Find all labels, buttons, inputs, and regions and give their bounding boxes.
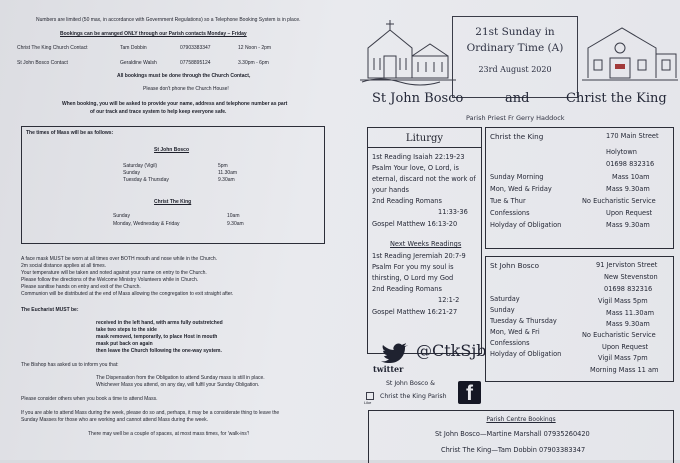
bosco-address-2: 01698 832316	[604, 285, 653, 293]
liturgy-line-6: Gospel Matthew 16:13-20	[372, 220, 458, 228]
ctk-address-1: Holytown	[606, 148, 637, 156]
dont-phone-note: Please don't phone the Church House!	[143, 86, 229, 92]
sunday-title-line-2: Ordinary Time (A)	[466, 42, 564, 54]
ctk-row-label-4: Holyday of Obligation	[490, 221, 562, 229]
next-line-1: Psalm For you my soul is	[372, 263, 454, 271]
unable-line-1: If you are able to attend Mass during the week, please do so and, perhaps, it may be a considerate thing to leave the	[21, 410, 280, 416]
ctk-time-0: 10am	[227, 213, 240, 219]
ctk-row-value-4: Mass 9.30am	[606, 221, 650, 229]
eucharist-heading: The Eucharist MUST be:	[21, 307, 79, 313]
bosco-box-name: St John Bosco	[490, 261, 539, 270]
bosco-address-1: New Stevenston	[604, 273, 658, 281]
ctk-address-0: 170 Main Street	[606, 132, 659, 140]
eucharist-line-2: mask removed, temporarily, to place Host in mouth	[96, 334, 218, 340]
liturgy-box	[367, 127, 482, 354]
next-line-5: Gospel Matthew 16:21-27	[372, 308, 458, 316]
numbers-note: Numbers are limited (50 max, in accordance with Government Regulations) so a Telephone Booking System is in place.	[36, 17, 301, 23]
rule-4: Please sanitise hands on entry and exit of the Church.	[21, 284, 141, 290]
ctk-row-label-0: Sunday Morning	[490, 173, 544, 181]
bosco-info-box	[485, 256, 674, 382]
contact-ctk-phone: 07903383347	[180, 45, 211, 51]
bosco-row-value-0: Vigil Mass 5pm	[598, 297, 648, 305]
rule-0: A face mask MUST be worn at all times over BOTH mouth and nose while in the Church.	[21, 256, 218, 262]
liturgy-line-0: 1st Reading Isaiah 22:19-23	[372, 153, 465, 161]
contact-ctk-hours: 12 Noon - 2pm	[238, 45, 272, 51]
eucharist-line-4: then leave the Church following the one-way system.	[96, 348, 222, 354]
bosco-row-value-1: Mass 11.30am	[606, 309, 655, 317]
liturgy-line-1: Psalm Your love, O Lord, is	[372, 164, 459, 172]
bosco-time-2: 9.30am	[218, 177, 235, 183]
rule-5: Communion will be distributed at the end of Mass allowing the congregation to exit straight after.	[21, 291, 234, 297]
unable-line-2: Sunday Masses for those who are working and cannot attend Mass during the week.	[21, 417, 209, 423]
bishop-note: The Bishop has asked us to inform you that:	[21, 362, 119, 368]
when-booking-line-1: When booking, you will be asked to provide your name, address and telephone number as part	[62, 101, 288, 107]
parish-centre-box	[368, 410, 674, 463]
bosco-row-label-2: Tuesday & Thursday	[490, 317, 557, 325]
bosco-row-value-5: Vigil Mass 7pm	[598, 354, 648, 362]
ctk-address-2: 01698 832316	[606, 160, 655, 168]
ctk-row-label-1: Mon, Wed & Friday	[490, 185, 552, 193]
walk-in-note: There may well be a couple of spaces, at most mass times, for 'walk-ins'!	[88, 431, 250, 437]
bosco-row-label-3: Mon, Wed & Fri	[490, 328, 540, 336]
rule-1: 2m social distance applies at all times.	[21, 263, 107, 269]
ctk-row-value-2: No Eucharistic Service	[582, 197, 656, 205]
parish-name-ctk: Christ the King	[566, 91, 667, 106]
ctk-row-label-3: Confessions	[490, 209, 530, 217]
liturgy-heading: Liturgy	[405, 133, 444, 144]
contact-bosco-church: St John Bosco Contact	[17, 60, 68, 66]
parish-and: and	[505, 91, 530, 106]
bosco-row-label-5: Holyday of Obligation	[490, 350, 562, 358]
contact-ctk-name: Tam Dobbin	[120, 45, 147, 51]
liturgy-divider	[368, 147, 481, 148]
dispensation-line-1: The Dispensation from the Obligation to attend Sunday mass is still in place.	[96, 375, 265, 381]
dispensation-line-2: Whichever Mass you attend, on any day, will fulfil your Sunday Obligation.	[96, 382, 260, 388]
mass-times-ctk-heading: Christ The King	[154, 199, 192, 205]
parish-centre-line-1: St John Bosco—Martine Marshall 07935260420	[435, 430, 590, 438]
twitter-bird-icon	[380, 342, 410, 364]
ctk-box-name: Christ the King	[490, 132, 544, 141]
consider-note: Please consider others when you book a time to attend Mass.	[21, 396, 158, 402]
sunday-title-line-1: 21st Sunday in	[475, 26, 555, 38]
next-line-3: 2nd Reading Romans	[372, 285, 442, 293]
bosco-row-label-0: Saturday	[490, 295, 520, 303]
bosco-address-0: 91 Jerviston Street	[596, 261, 658, 269]
ctk-row-value-0: Mass 10am	[612, 173, 650, 181]
when-booking-line-2: of our track and trace system to help keep everyone safe.	[90, 109, 227, 115]
ctk-day-1: Monday, Wednesday & Friday	[113, 221, 180, 227]
liturgy-line-2: eternal, discard not the work of	[372, 175, 476, 183]
mass-times-box	[21, 126, 325, 244]
christ-the-king-church-illustration	[582, 20, 678, 86]
next-line-0: 1st Reading Jeremiah 20:7-9	[372, 252, 466, 260]
bosco-extra: Morning Mass 11 am	[590, 366, 659, 374]
bosco-day-0: Saturday (Vigil)	[123, 163, 158, 169]
bosco-day-2: Tuesday & Thursday	[123, 177, 169, 183]
st-john-bosco-church-illustration	[360, 16, 456, 86]
twitter-handle[interactable]: @CtkSjb	[416, 341, 487, 360]
rule-3: Please follow the directions of the Welcome Ministry Volunteers while in Church.	[21, 277, 199, 283]
bosco-row-label-4: Confessions	[490, 339, 530, 347]
bosco-row-label-1: Sunday	[490, 306, 515, 314]
next-line-4: 12:1-2	[438, 296, 460, 304]
sunday-title-box	[452, 16, 578, 98]
like-thumb-icon[interactable]	[366, 392, 374, 400]
bosco-row-value-3: No Eucharistic Service	[582, 331, 656, 339]
bosco-row-value-2: Mass 9.30am	[606, 320, 650, 328]
mass-times-heading: The times of Mass will be as follows:	[26, 130, 114, 136]
next-line-2: thirsting, O Lord my God	[372, 274, 454, 282]
eucharist-line-0: received in the left hand, with arms fully outstretched	[96, 320, 223, 326]
ctk-row-label-2: Tue & Thur	[490, 197, 526, 205]
eucharist-line-3: mask put back on again	[96, 341, 153, 347]
ctk-time-1: 9.30am	[227, 221, 244, 227]
parish-priest: Parish Priest Fr Gerry Haddock	[466, 114, 565, 122]
all-bookings-note: All bookings must be done through the Church Contact,	[117, 73, 251, 79]
facebook-page-line-1: St John Bosco &	[386, 380, 435, 387]
bosco-time-1: 11.30am	[218, 170, 238, 176]
rule-2: Your temperature will be taken and noted against your name on entry to the Church.	[21, 270, 207, 276]
twitter-wordmark: twitter	[373, 364, 404, 374]
ctk-day-0: Sunday	[113, 213, 130, 219]
liturgy-line-5: 11:33-36	[438, 208, 468, 216]
contact-ctk-church: Christ The King Church Contact	[17, 45, 88, 51]
bookings-heading: Bookings can be arranged ONLY through our Parish contacts Monday – Friday	[60, 31, 247, 37]
mass-times-bosco-heading: St John Bosco	[154, 147, 190, 153]
contact-bosco-hours: 3.30pm - 6pm	[238, 60, 269, 66]
ctk-row-value-3: Upon Request	[606, 209, 653, 217]
next-weeks-heading: Next Weeks Readings	[390, 240, 462, 248]
facebook-icon[interactable]: f	[458, 381, 481, 404]
eucharist-line-1: take two steps to the side	[96, 327, 157, 333]
parish-centre-heading: Parish Centre Bookings	[486, 416, 556, 423]
sunday-date: 23rd August 2020	[478, 65, 552, 74]
parish-centre-line-2: Christ The King—Tam Dobbin 07903383347	[441, 446, 586, 454]
ctk-info-box	[485, 127, 674, 249]
contact-bosco-phone: 07758895124	[180, 60, 211, 66]
bosco-row-value-4: Upon Request	[602, 343, 649, 351]
liturgy-line-3: your hands	[372, 186, 409, 194]
bosco-time-0: 5pm	[218, 163, 228, 169]
ctk-row-value-1: Mass 9.30am	[606, 185, 650, 193]
bosco-day-1: Sunday	[123, 170, 140, 176]
contact-bosco-name: Geraldine Walsh	[120, 60, 157, 66]
liturgy-line-4: 2nd Reading Romans	[372, 197, 442, 205]
facebook-page-line-2: Christ the King Parish	[380, 393, 447, 400]
like-label: Like	[364, 400, 372, 405]
parish-name-bosco: St John Bosco	[372, 91, 464, 106]
